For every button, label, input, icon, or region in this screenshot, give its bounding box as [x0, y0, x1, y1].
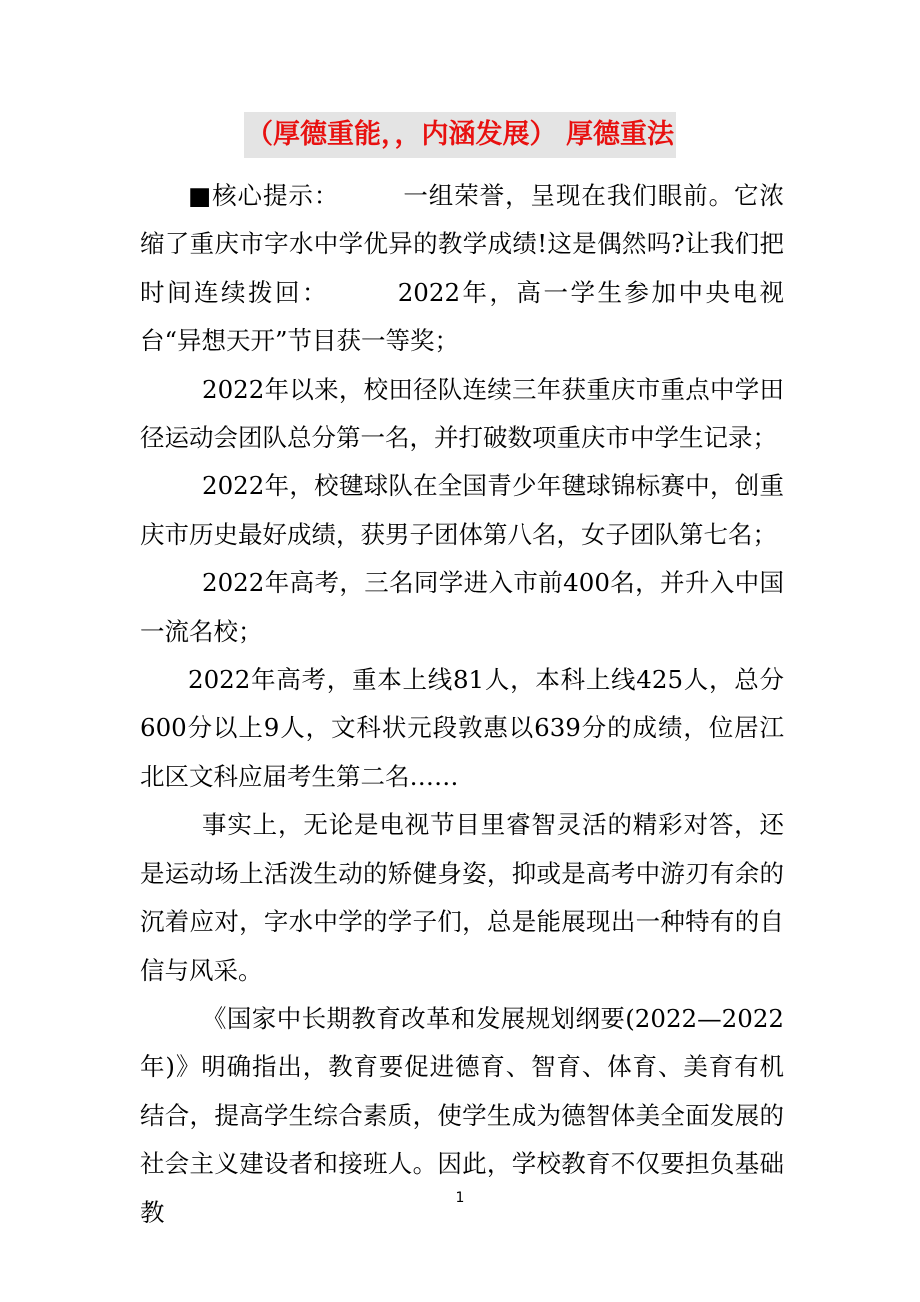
page-number: 1 [455, 1190, 465, 1206]
paragraph-student-style: 事实上，无论是电视节目里睿智灵活的精彩对答，还是运动场上活泼生动的矫健身姿，抑或是高考中游刃有余的沉着应对，字水中学的学子们，总是能展现出一种特有的自信与风采。 [140, 810, 784, 985]
document-title: （厚德重能，，内涵发展） 厚德重法 [244, 112, 676, 158]
paragraph-gaokao-top: 2022年高考，三名同学进入市前400名，并升入中国一流名校； [140, 568, 784, 646]
document-body [140, 172, 784, 1237]
paragraph-shuttlecock-team: 2022年，校毽球队在全国青少年毽球锦标赛中，创重庆市历史最好成绩，获男子团体第八名，女子团队第七名； [140, 471, 784, 549]
paragraph-core-tip: ■核心提示： 一组荣誉，呈现在我们眼前。它浓缩了重庆市字水中学优异的教学成绩!这是偶然吗?让我们把时间连续拨回： 2022年，高一学生参加中央电视台“异想天开”节目获一等奖； [140, 181, 784, 356]
paragraph-education-plan: 《国家中长期教育改革和发展规划纲要(2022—2022年)》明确指出，教育要促进德育、智育、体育、美育有机结合，提高学生综合素质，使学生成为德智体美全面发展的社会主义建设者和接班人。因此，学校教育不仅要担负基础教 [140, 1003, 784, 1227]
paragraph-gaokao-stats: 2022年高考，重本上线81人，本科上线425人，总分600分以上9人，文科状元段敦惠以639分的成绩，位居江北区文科应届考生第二名…… [140, 665, 784, 791]
title-container [0, 112, 920, 158]
paragraph-track-team: 2022年以来，校田径队连续三年获重庆市重点中学田径运动会团队总分第一名，并打破数项重庆市中学生记录； [140, 374, 784, 453]
